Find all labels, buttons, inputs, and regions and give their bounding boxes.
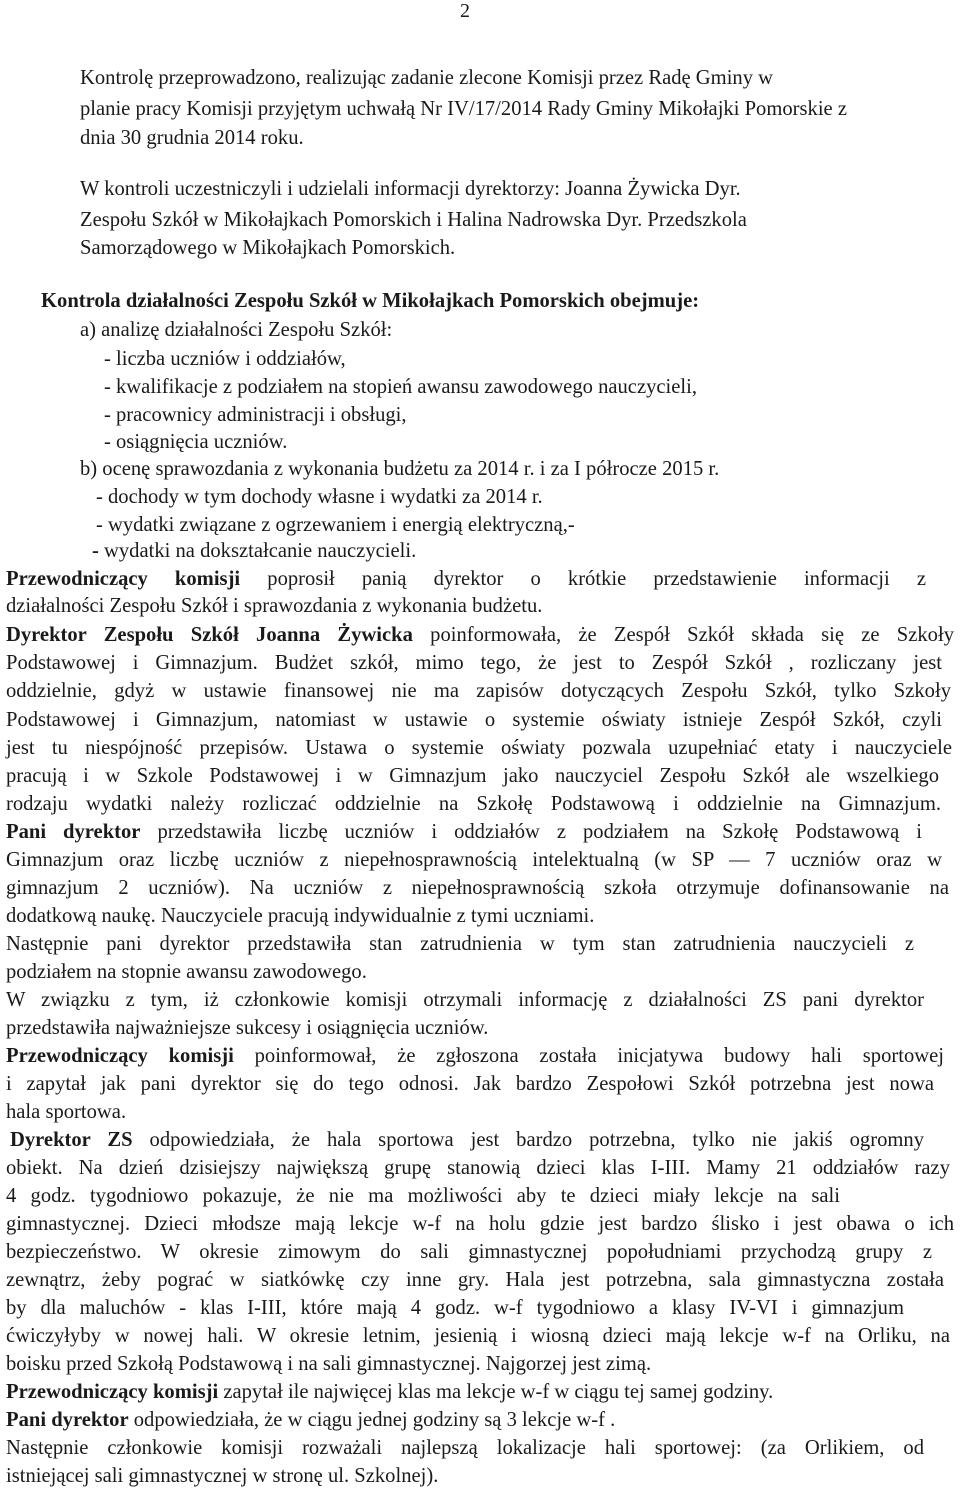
- text-line: [6, 1046, 944, 1067]
- list-item: - liczba uczniów i oddziałów,: [104, 348, 346, 370]
- text-line: dodatkową naukę. Nauczyciele pracują indywidualnie z tymi uczniami.: [6, 905, 595, 927]
- text-line: Następnie pani dyrektor przedstawiła stan zatrudnienia w tym stan zatrudnienia nauczycieli z: [6, 933, 914, 955]
- line-text: odpowiedziała, że w ciągu jednej godziny są 3 lekcje w-f .: [128, 1409, 616, 1431]
- list-dash: -: [92, 540, 99, 562]
- line-text: poprosił panią dyrektor o krótkie przedstawienie informacji z: [240, 568, 926, 590]
- speaker: Przewodniczący komisji: [6, 1045, 234, 1067]
- text-line: W związku z tym, iż członkowie komisji otrzymali informację z działalności ZS pani dyrektor: [6, 989, 924, 1011]
- speaker: Przewodniczący komisji: [6, 1381, 219, 1403]
- text-line: Kontrolę przeprowadzono, realizując zadanie zlecone Komisji przez Radę Gminy w: [80, 67, 774, 89]
- text-line: [6, 822, 922, 843]
- text-line: [10, 1130, 924, 1151]
- scope-item-a: a) analizę działalności Zespołu Szkół:: [80, 319, 393, 341]
- text-line: Podstawowej i Gimnazjum. Budżet szkół, mimo tego, że jest to Zespół Szkół , rozliczany jest: [6, 652, 942, 674]
- text-line: podziałem na stopnie awansu zawodowego.: [6, 961, 367, 983]
- text-line: ćwiczyłyby w nowej hali. W okresie letnim, jesienią i wiosną dzieci mają lekcje w-f na Orliku, na: [6, 1325, 950, 1347]
- text-line: 4 godz. tygodniowo pokazuje, że nie ma możliwości aby te dzieci miały lekcje na sali: [6, 1185, 840, 1207]
- text-line: zewnątrz, żeby pograć w siatkówkę czy inne gry. Hala jest potrzebna, sala gimnastyczna została: [6, 1269, 944, 1291]
- line-text: zapytał ile najwięcej klas ma lekcje w-f w ciągu tej samej godziny.: [218, 1381, 774, 1403]
- list-text: wydatki na dokształcanie nauczycieli.: [98, 540, 417, 562]
- text-line: pracują i w Szkole Podstawowej i w Gimnazjum jako nauczyciel Zespołu Szkół ale wszelkiego: [6, 765, 939, 787]
- scope-heading: Kontrola działalności Zespołu Szkół w Mikołajkach Pomorskich obejmuje:: [41, 290, 700, 312]
- text-line: boisku przed Szkołą Podstawową i na sali gimnastycznej. Najgorzej jest zimą.: [6, 1353, 652, 1375]
- text-line: [6, 569, 926, 590]
- text-line: Gimnazjum oraz liczbę uczniów z niepełnosprawnością intelektualną (w SP — 7 uczniów oraz w: [6, 849, 942, 871]
- line-text: przedstawiła liczbę uczniów i oddziałów z podziałem na Szkołę Podstawową i: [140, 821, 923, 843]
- text-line: oddzielnie, gdyż w ustawie finansowej nie ma zapisów dotyczących Zespołu Szkół, tylko Szkoły: [6, 680, 951, 702]
- text-line: planie pracy Komisji przyjętym uchwałą Nr IV/17/2014 Rady Gminy Mikołajki Pomorskie z: [80, 98, 847, 120]
- line-text: poinformował, że zgłoszona została inicjatywa budowy hali sportowej: [233, 1045, 944, 1067]
- text-line: hala sportowa.: [6, 1101, 127, 1123]
- list-item: - dochody w tym dochody własne i wydatki za 2014 r.: [96, 486, 543, 508]
- list-item: [92, 541, 416, 562]
- line-text: poinformowała, że Zespół Szkół składa się ze Szkoły: [412, 624, 954, 646]
- list-item: - osiągnięcia uczniów.: [104, 431, 288, 453]
- line-text: odpowiedziała, że hala sportowa jest bardzo potrzebna, tylko nie jakiś ogromny: [132, 1129, 924, 1151]
- text-line: rodzaju wydatki należy rozliczać oddzielnie na Szkołę Podstawową i oddzielnie na Gimnazjum.: [6, 793, 941, 815]
- text-line: [6, 1382, 773, 1403]
- speaker: Dyrektor Zespołu Szkół Joanna Żywicka: [6, 624, 413, 646]
- text-line: przedstawiła najważniejsze sukcesy i osiągnięcia uczniów.: [6, 1017, 489, 1039]
- scope-item-b: b) ocenę sprawozdania z wykonania budżetu za 2014 r. i za I półrocze 2015 r.: [80, 458, 720, 480]
- list-item: - wydatki związane z ogrzewaniem i energią elektryczną,-: [96, 514, 575, 536]
- text-line: i zapytał jak pani dyrektor się do tego odnosi. Jak bardzo Zespołowi Szkół potrzebna jest nowa: [6, 1073, 934, 1095]
- text-line: bezpieczeństwo. W okresie zimowym do sali gimnastycznej popołudniami przychodzą grupy z: [6, 1241, 932, 1263]
- text-line: działalności Zespołu Szkół i sprawozdania z wykonania budżetu.: [6, 595, 543, 617]
- speaker: Pani dyrektor: [6, 821, 141, 843]
- text-line: [6, 625, 954, 646]
- speaker: Pani dyrektor: [6, 1409, 129, 1431]
- text-line: W kontroli uczestniczyli i udzielali informacji dyrektorzy: Joanna Żywicka Dyr.: [80, 178, 741, 200]
- text-line: Podstawowej i Gimnazjum, natomiast w ustawie o systemie oświaty istnieje Zespół Szkół, czyli: [6, 709, 942, 731]
- page-number: 2: [460, 0, 470, 22]
- text-line: Zespołu Szkół w Mikołajkach Pomorskich i Halina Nadrowska Dyr. Przedszkola: [80, 209, 747, 231]
- text-line: Samorządowego w Mikołajkach Pomorskich.: [80, 237, 456, 259]
- text-line: by dla maluchów - klas I-III, które mają 4 godz. w-f tygodniowo a klasy IV-VI i gimnazjum: [6, 1297, 904, 1319]
- text-line: obiekt. Na dzień dzisiejszy największą grupę stanowią dzieci klas I-III. Mamy 21 oddziałów razy: [6, 1157, 950, 1179]
- text-line: istniejącej sali gimnastycznej w stronę ul. Szkolnej).: [6, 1465, 439, 1487]
- text-line: jest tu niespójność przepisów. Ustawa o systemie oświaty pozwala uzupełniać etaty i nauczyciele: [6, 737, 952, 759]
- text-line: dnia 30 grudnia 2014 roku.: [80, 127, 304, 149]
- text-line: gimnastycznej. Dzieci młodsze mają lekcje w-f na holu gdzie jest bardzo ślisko i jest obawa o ich: [6, 1213, 954, 1235]
- list-item: - kwalifikacje z podziałem na stopień awansu zawodowego nauczycieli,: [104, 376, 697, 398]
- text-line: Następnie członkowie komisji rozważali najlepszą lokalizacje hali sportowej: (za Orlikiem, od: [6, 1437, 924, 1459]
- speaker: Przewodniczący komisji: [6, 568, 241, 590]
- text-line: [6, 1410, 615, 1431]
- speaker: Dyrektor ZS: [10, 1129, 133, 1151]
- text-line: gimnazjum 2 uczniów). Na uczniów z niepełnosprawnością szkoła otrzymuje dofinansowanie na: [6, 877, 949, 899]
- list-item: - pracownicy administracji i obsługi,: [104, 404, 407, 426]
